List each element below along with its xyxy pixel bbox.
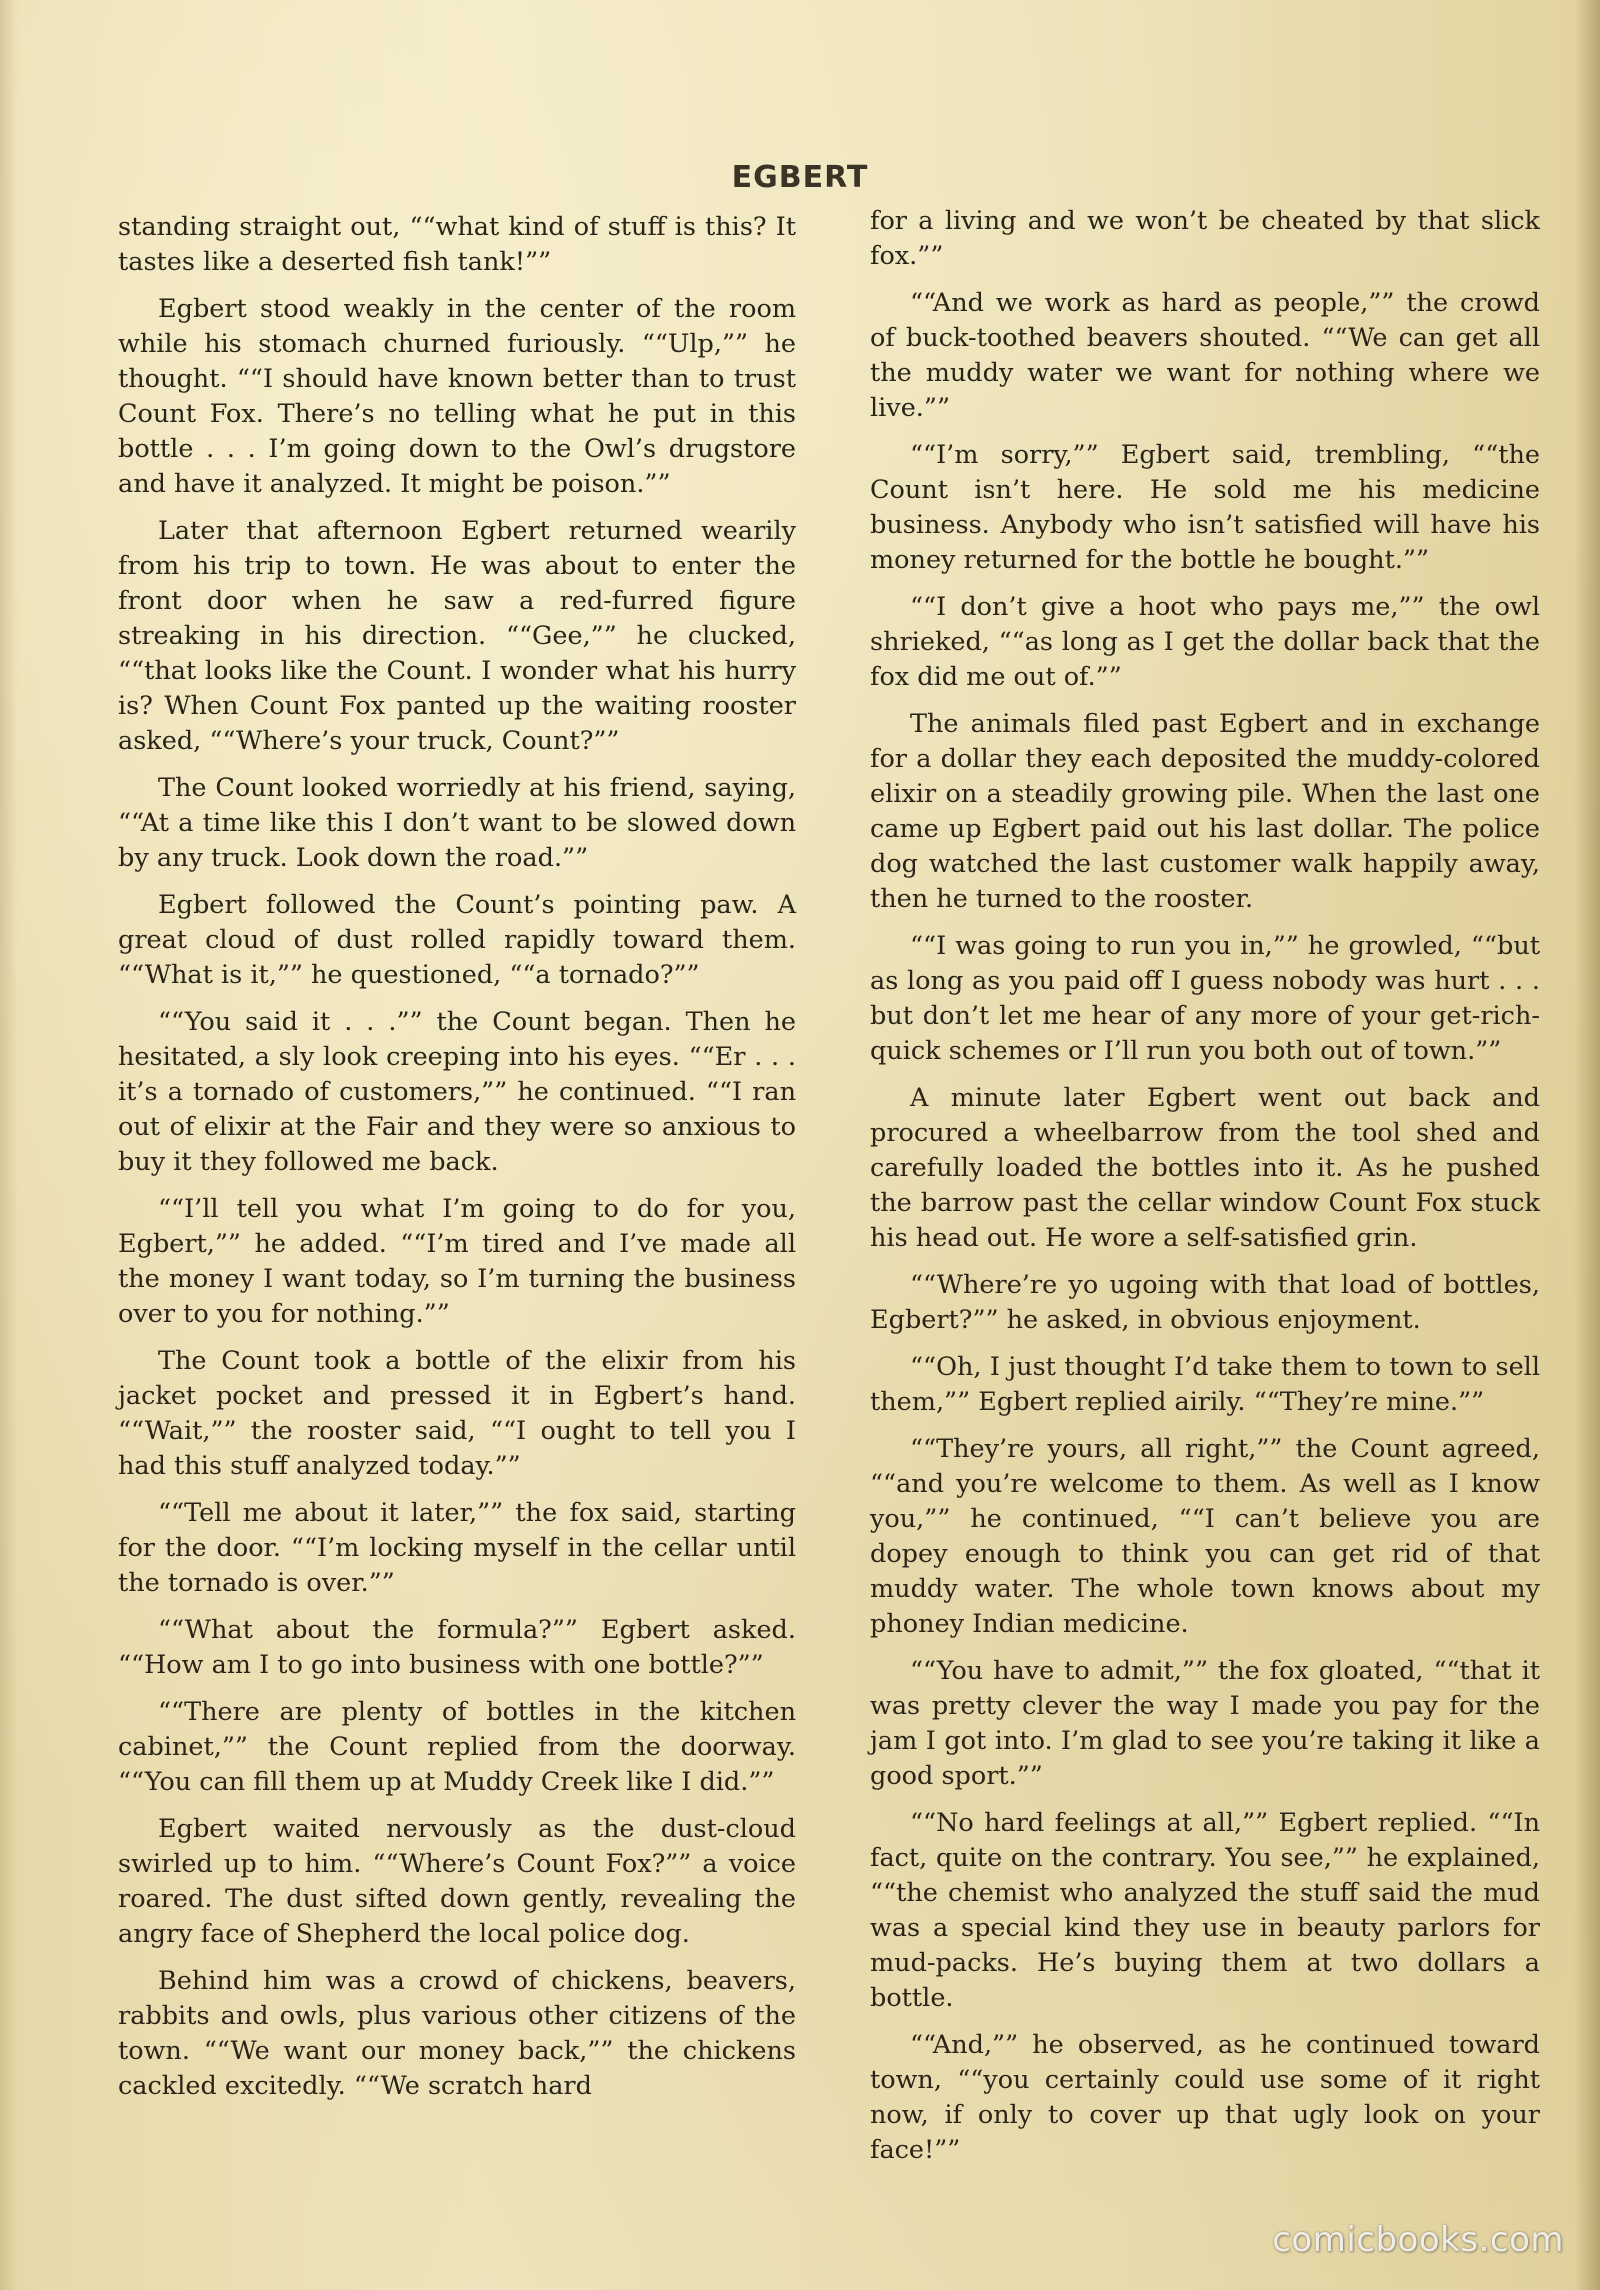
paragraph: standing straight out, ““what kind of stuff is this? It tastes like a deserted fish tank!”” [118, 212, 796, 277]
paragraph: ““No hard feelings at all,”” Egbert replied. ““In fact, quite on the contrary. You see,”” he explained, ““the chemist who analyzed the stuff said the mud was a special kind they use in beauty parlors for mud-packs. He’s buying them at two dollars a bottle. [870, 1808, 1540, 2013]
page-edge-shadow-right [1574, 0, 1600, 2290]
story-title-header: EGBERT [731, 160, 869, 195]
paragraph: ““Oh, I just thought I’d take them to town to sell them,”” Egbert replied airily. ““They’re mine.”” [870, 1352, 1540, 1417]
paragraph: ““I’m sorry,”” Egbert said, trembling, ““the Count isn’t here. He sold me his medicine business. Anybody who isn’t satisfied will have his money returned for the bottle he bought.”” [870, 440, 1540, 575]
paragraph: ““You have to admit,”” the fox gloated, ““that it was pretty clever the way I made you pay for the jam I got into. I’m glad to see you’re taking it like a good sport.”” [870, 1656, 1540, 1791]
text-column-right [870, 204, 1540, 2180]
paragraph: ““I’ll tell you what I’m going to do for you, Egbert,”” he added. ““I’m tired and I’ve made all the money I want today, so I’m turning the business over to you for nothing.”” [118, 1194, 796, 1329]
paragraph: ““And we work as hard as people,”” the crowd of buck-toothed beavers shouted. ““We can get all the muddy water we want for nothing where we live.”” [870, 288, 1540, 423]
paragraph: The Count looked worriedly at his friend, saying, ““At a time like this I don’t want to be slowed down by any truck. Look down the road.”” [118, 773, 796, 873]
paragraph: ““What about the formula?”” Egbert asked. ““How am I to go into business with one bottle?”” [118, 1615, 796, 1680]
paragraph: The Count took a bottle of the elixir from his jacket pocket and pressed it in Egbert’s hand. ““Wait,”” the rooster said, ““I ought to tell you I had this stuff analyzed today.”” [118, 1346, 796, 1481]
paragraph: Egbert stood weakly in the center of the room while his stomach churned furiously. ““Ulp,”” he thought. ““I should have known better than to trust Count Fox. There’s no telling what he put in this bottle . . . I’m going down to the Owl’s drugstore and have it analyzed. It might be poison.”” [118, 294, 796, 499]
paragraph: ““Tell me about it later,”” the fox said, starting for the door. ““I’m locking myself in the cellar until the tornado is over.”” [118, 1498, 796, 1598]
paragraph: for a living and we won’t be cheated by that slick fox.”” [870, 206, 1540, 271]
site-watermark: comicbooks.com [1272, 2220, 1564, 2260]
paragraph: Egbert waited nervously as the dust-cloud swirled up to him. ““Where’s Count Fox?”” a voice roared. The dust sifted down gently, revealing the angry face of Shepherd the local police dog. [118, 1814, 796, 1949]
page-edge-shadow-left [0, 0, 18, 2290]
paragraph: ““I was going to run you in,”” he growled, ““but as long as you paid off I guess nobody was hurt . . . but don’t let me hear of any more of your get-rich-quick schemes or I’ll run you both out of town.”” [870, 931, 1540, 1066]
paragraph: ““You said it . . .”” the Count began. Then he hesitated, a sly look creeping into his eyes. ““Er . . . it’s a tornado of customers,”” he continued. ““I ran out of elixir at the Fair and they were so anxious to buy it they followed me back. [118, 1007, 796, 1177]
paragraph: Egbert followed the Count’s pointing paw. A great cloud of dust rolled rapidly toward them. ““What is it,”” he questioned, ““a tornado?”” [118, 890, 796, 990]
paragraph: ““There are plenty of bottles in the kitchen cabinet,”” the Count replied from the doorway. ““You can fill them up at Muddy Creek like I did.”” [118, 1697, 796, 1797]
text-column-left [118, 210, 796, 2116]
paragraph: A minute later Egbert went out back and procured a wheelbarrow from the tool shed and carefully loaded the bottles into it. As he pushed the barrow past the cellar window Count Fox stuck his head out. He wore a self-satisfied grin. [870, 1083, 1540, 1253]
paragraph: ““They’re yours, all right,”” the Count agreed, ““and you’re welcome to them. As well as I know you,”” he continued, ““I can’t believe you are dopey enough to think you can get rid of that muddy water. The whole town knows about my phoney Indian medicine. [870, 1434, 1540, 1639]
paragraph: Later that afternoon Egbert returned wearily from his trip to town. He was about to enter the front door when he saw a red-furred figure streaking in his direction. ““Gee,”” he clucked, ““that looks like the Count. I wonder what his hurry is? When Count Fox panted up the waiting rooster asked, ““Where’s your truck, Count?”” [118, 516, 796, 756]
paragraph: Behind him was a crowd of chickens, beavers, rabbits and owls, plus various other citizens of the town. ““We want our money back,”” the chickens cackled excitedly. ““We scratch hard [118, 1966, 796, 2101]
paragraph: The animals filed past Egbert and in exchange for a dollar they each deposited the muddy-colored elixir on a steadily growing pile. When the last one came up Egbert paid out his last dollar. The police dog watched the last customer walk happily away, then he turned to the rooster. [870, 709, 1540, 914]
paragraph: ““I don’t give a hoot who pays me,”” the owl shrieked, ““as long as I get the dollar back that the fox did me out of.”” [870, 592, 1540, 692]
paragraph: ““Where’re yo ugoing with that load of bottles, Egbert?”” he asked, in obvious enjoyment. [870, 1270, 1540, 1335]
paragraph: ““And,”” he observed, as he continued toward town, ““you certainly could use some of it right now, if only to cover up that ugly look on your face!”” [870, 2030, 1540, 2165]
